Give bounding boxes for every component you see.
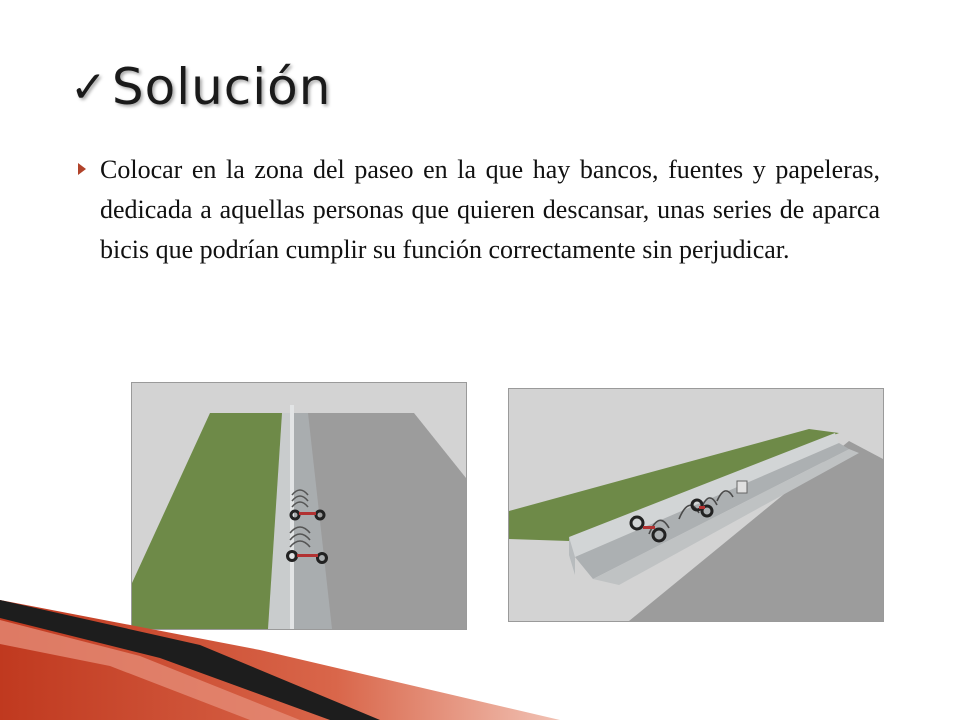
- bullet-text: Colocar en la zona del paseo en la que hay bancos, fuentes y papeleras, dedicada a aquellas personas que quieren descansar, unas series de aparca bicis que podrían cumplir su función correctamente sin perjudicar.: [100, 155, 880, 264]
- checkmark-icon: ✓: [70, 61, 108, 113]
- decorative-swoosh: [0, 600, 960, 720]
- render-perspective-view-image: [509, 389, 883, 621]
- slide-title: [70, 52, 331, 122]
- render-top-view-image: [132, 383, 466, 629]
- render-top-view: [131, 382, 467, 630]
- bullet-item: [78, 150, 880, 270]
- title-text: Solución: [111, 58, 332, 116]
- arrow-bullet-icon: [78, 163, 86, 175]
- render-perspective-view: [508, 388, 884, 622]
